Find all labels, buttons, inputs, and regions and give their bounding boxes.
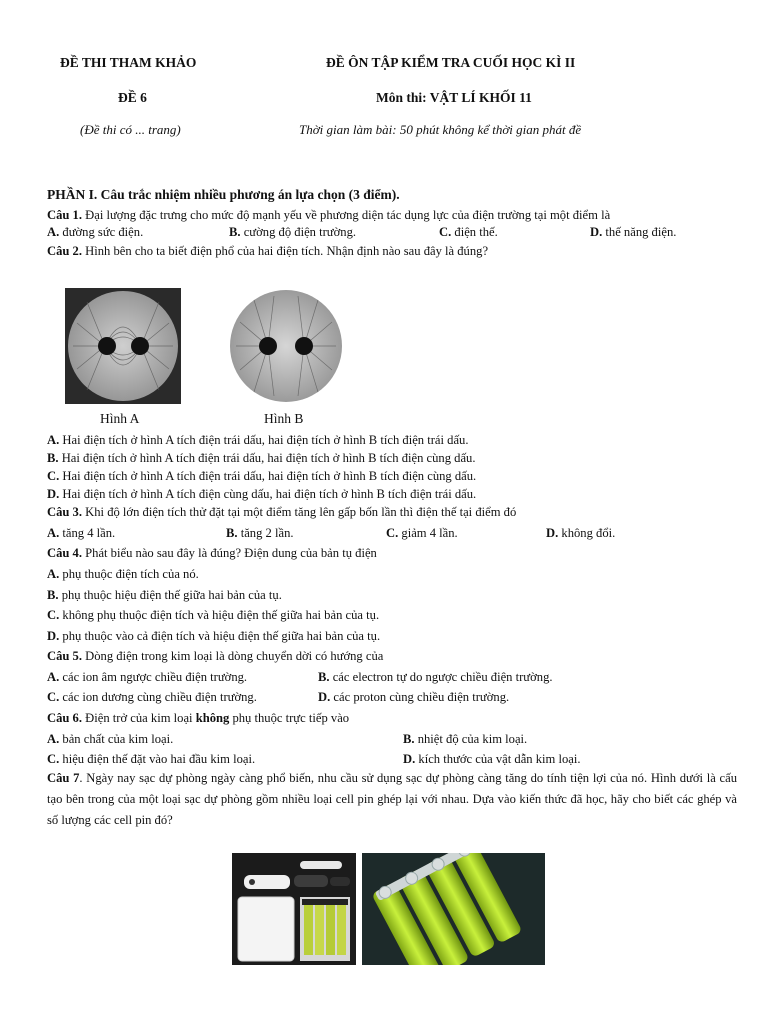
q3-option-d: D. không đổi. <box>546 526 616 540</box>
time-note: Thời gian làm bài: 50 phút không kể thời gian phát đề <box>299 122 582 137</box>
q1-option-c: C. điện thế. <box>439 225 498 239</box>
question-label: Câu 2. <box>47 244 82 258</box>
q1-option-d: D. thế năng điện. <box>590 225 677 239</box>
question-4 <box>47 545 377 561</box>
question-2 <box>47 243 488 259</box>
q1-option-a: A. đường sức điện. <box>47 225 144 239</box>
q5-option-c: C. các ion dương cùng chiều điện trường. <box>47 690 257 704</box>
q4-option-a: A. phụ thuộc điện tích của nó. <box>47 567 199 581</box>
q4-option-b: B. phụ thuộc hiệu điện thế giữa hai bản của tụ. <box>47 588 282 602</box>
question-text: Dòng điện trong kim loại là dòng chuyển dời có hướng của <box>82 649 384 663</box>
left-title: ĐỀ THI THAM KHẢO <box>60 55 197 70</box>
q5-option-d: D. các proton cùng chiều điện trường. <box>318 690 510 704</box>
question-label: Câu 3. <box>47 505 82 519</box>
q3-option-a: A. tăng 4 lần. <box>47 526 116 540</box>
q2-option-a: A. Hai điện tích ở hình A tích điện trái dấu, hai điện tích ở hình B tích điện trái dấu. <box>47 433 469 447</box>
q2-option-c: C. Hai điện tích ở hình A tích điện trái dấu, hai điện tích ở hình B tích điện cùng dấu. <box>47 469 477 483</box>
question-label: Câu 5. <box>47 649 82 663</box>
q2-option-b: B. Hai điện tích ở hình A tích điện trái dấu, hai điện tích ở hình B tích điện cùng dấu. <box>47 451 476 465</box>
figure-a-image <box>65 288 181 404</box>
question-7 <box>47 768 737 831</box>
question-1 <box>47 207 610 223</box>
q5-option-b: B. các electron tự do ngược chiều điện trường. <box>318 670 553 684</box>
q6-option-d: D. kích thước của vật dẫn kim loại. <box>403 752 581 766</box>
q5-option-a: A. các ion âm ngược chiều điện trường. <box>47 670 248 684</box>
q4-option-d: D. phụ thuộc vào cả điện tích và hiệu điện thế giữa hai bản của tụ. <box>47 629 381 643</box>
q3-option-b: B. tăng 2 lần. <box>226 526 294 540</box>
question-text: Hình bên cho ta biết điện phổ của hai điện tích. Nhận định nào sau đây là đúng? <box>82 244 489 258</box>
question-label: Câu 7 <box>47 771 80 785</box>
figure-b-image <box>228 288 344 404</box>
subject: Môn thi: VẬT LÍ KHỐI 11 <box>376 90 532 105</box>
q2-option-d: D. Hai điện tích ở hình A tích điện cùng dấu, hai điện tích ở hình B tích điện trái dấu. <box>47 487 477 501</box>
question-3 <box>47 504 516 520</box>
q3-option-c: C. giảm 4 lần. <box>386 526 458 540</box>
exam-number: ĐỀ 6 <box>118 90 147 105</box>
question-text: . Ngày nay sạc dự phòng ngày càng phổ biến, nhu cầu sử dụng sạc dự phòng càng tăng do tính tiện lợi của nó. Hình dưới là cấu tạo bên trong của một loại sạc dự phòng gồm nhiều loại cell pin ghép lại với nhau. Dựa vào kiến thức đã học, hãy cho biết các ghép và số lượng các cell pin đó? <box>47 771 737 827</box>
question-6: Câu 6. Điện trở của kim loại không phụ thuộc trực tiếp vào <box>47 711 350 725</box>
emphasis: không <box>195 711 230 725</box>
q6-option-b: B. nhiệt độ của kim loại. <box>403 732 528 746</box>
figure-a-caption: Hình A <box>100 411 140 426</box>
q6-option-a: A. bản chất của kim loại. <box>47 732 174 746</box>
right-title: ĐỀ ÔN TẬP KIỂM TRA CUỐI HỌC KÌ II <box>326 55 576 70</box>
question-text: Phát biểu nào sau đây là đúng? Điện dung của bản tụ điện <box>82 546 377 560</box>
question-text: Đại lượng đặc trưng cho mức độ mạnh yếu về phương diện tác dụng lực của điện trường tại một điểm là <box>82 208 611 222</box>
question-label: Câu 6. <box>47 711 82 725</box>
q4-option-c: C. không phụ thuộc điện tích và hiệu điện thế giữa hai bản của tụ. <box>47 608 380 622</box>
question-5 <box>47 648 383 664</box>
battery-cells-photo <box>362 853 545 965</box>
q6-option-c: C. hiệu điện thế đặt vào hai đầu kim loại. <box>47 752 256 766</box>
figure-b-caption: Hình B <box>264 411 304 426</box>
q1-option-b: B. cường độ điện trường. <box>229 225 357 239</box>
question-label: Câu 1. <box>47 208 82 222</box>
pages-note: (Đề thi có ... trang) <box>80 122 181 137</box>
question-label: Câu 4. <box>47 546 82 560</box>
power-bank-photo <box>232 853 356 965</box>
section-title: PHẦN I. Câu trắc nhiệm nhiều phương án lựa chọn (3 điểm). <box>47 187 400 202</box>
question-text: Khi độ lớn điện tích thử đặt tại một điểm tăng lên gấp bốn lần thì điện thế tại điểm đó <box>82 505 517 519</box>
